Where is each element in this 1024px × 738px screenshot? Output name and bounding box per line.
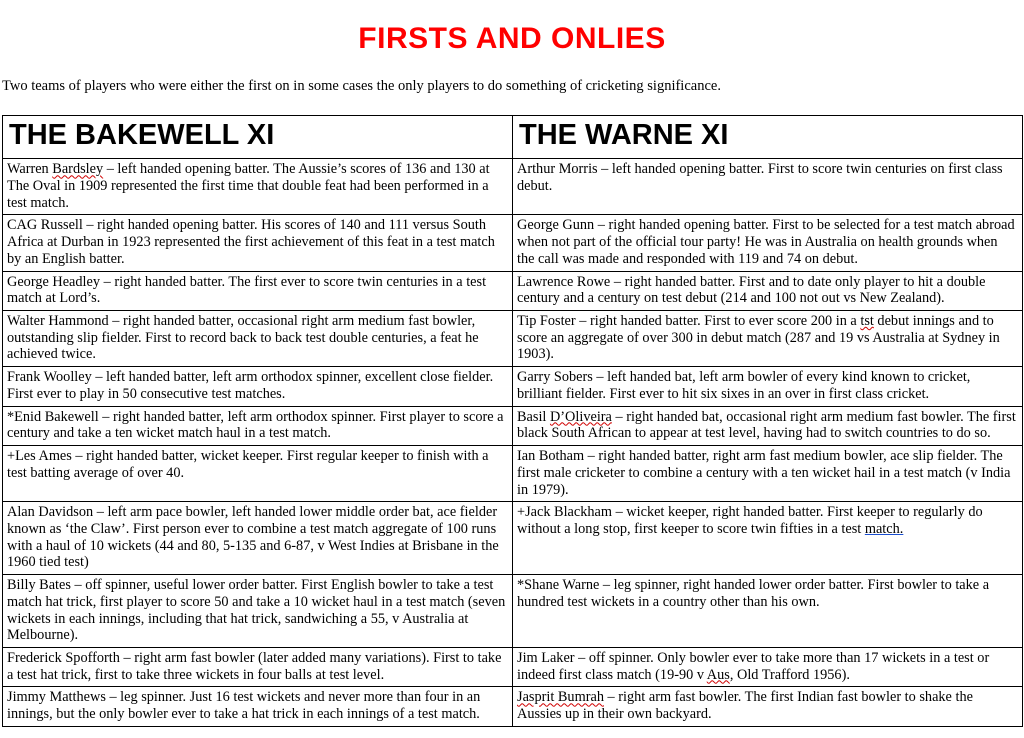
table-row [3, 647, 1023, 686]
player-cell-bakewell-5: Frank Woolley – left handed batter, left arm orthodox spinner, excellent close fielder. First ever to play in 50 consecutive test matches. [3, 367, 513, 406]
column-header-bakewell-xi: THE BAKEWELL XI [3, 116, 513, 159]
player-cell-bakewell-4: Walter Hammond – right handed batter, occasional right arm medium fast bowler, outstanding slip fielder. First to record back to back test double centuries, a feat he achieved twice. [3, 311, 513, 367]
table-row [3, 406, 1023, 445]
player-cell-bakewell-3: George Headley – right handed batter. The first ever to score twin centuries in a test match at Lord’s. [3, 271, 513, 310]
player-cell-warne-11: Jasprit Bumrah – right arm fast bowler. The first Indian fast bowler to shake the Aussies up in their own backyard. [513, 687, 1023, 726]
table-row [3, 271, 1023, 310]
player-cell-warne-7: Ian Botham – right handed batter, right arm fast medium bowler, ace slip fielder. The first male cricketer to combine a century with a ten wicket hail in a test match (v India in 1979). [513, 446, 1023, 502]
player-cell-warne-5: Garry Sobers – left handed bat, left arm bowler of every kind known to cricket, brilliant fielder. First ever to hit six sixes in an over in first class cricket. [513, 367, 1023, 406]
table-row [3, 687, 1023, 726]
table-row [3, 367, 1023, 406]
player-cell-bakewell-8: Alan Davidson – left arm pace bowler, left handed lower middle order bat, ace fielder known as ‘the Claw’. First person ever to combine a test match aggregate of 100 runs with a haul of 10 wickets (44 and 80, 5-135 and 6-87, v West Indies at Brisbane in the 1960 tied test) [3, 502, 513, 575]
player-cell-warne-3: Lawrence Rowe – right handed batter. First and to date only player to hit a double century and a century on test debut (214 and 100 not out vs New Zealand). [513, 271, 1023, 310]
firsts-and-onlies-table [2, 115, 1023, 726]
player-cell-warne-1: Arthur Morris – left handed opening batter. First to score twin centuries on first class debut. [513, 159, 1023, 215]
player-cell-bakewell-11: Jimmy Matthews – leg spinner. Just 16 test wickets and never more than four in an innings, but the only bowler ever to take a hat trick in each innings of a test match. [3, 687, 513, 726]
column-header-warne-xi: THE WARNE XI [513, 116, 1023, 159]
intro-paragraph: Two teams of players who were either the first on in some cases the only players to do something of cricketing significance. [2, 78, 721, 94]
player-cell-warne-8: +Jack Blackham – wicket keeper, right handed batter. First keeper to regularly do without a long stop, first keeper to score twin fifties in a test match. [513, 502, 1023, 575]
table-row [3, 311, 1023, 367]
page-title: FIRSTS AND ONLIES [358, 22, 666, 55]
player-cell-bakewell-1: Warren Bardsley – left handed opening batter. The Aussie’s scores of 136 and 130 at The Oval in 1909 represented the first time that double feat had been performed in a test match. [3, 159, 513, 215]
player-cell-bakewell-9: Billy Bates – off spinner, useful lower order batter. First English bowler to take a test match hat trick, first player to score 50 and take a 10 wicket haul in a test match (seven wickets in each innings, including that hat trick, sandwiching a 55, v Australia at Melbourne). [3, 575, 513, 648]
player-cell-bakewell-7: +Les Ames – right handed batter, wicket keeper. First regular keeper to finish with a test batting average of over 40. [3, 446, 513, 502]
table-header-row [3, 116, 1023, 159]
player-cell-warne-9: *Shane Warne – leg spinner, right handed lower order batter. First bowler to take a hundred test wickets in a country other than his own. [513, 575, 1023, 648]
player-cell-bakewell-10: Frederick Spofforth – right arm fast bowler (later added many variations). First to take a test hat trick, first to take three wickets in four balls at test level. [3, 647, 513, 686]
player-cell-warne-2: George Gunn – right handed opening batter. First to be selected for a test match abroad when not part of the official tour party! He was in Australia on health grounds when the call was made and responded with 119 and 74 on debut. [513, 215, 1023, 271]
player-cell-warne-10: Jim Laker – off spinner. Only bowler ever to take more than 17 wickets in a test or indeed first class match (19-90 v Aus, Old Trafford 1956). [513, 647, 1023, 686]
document-page [0, 22, 1024, 738]
player-cell-bakewell-2: CAG Russell – right handed opening batter. His scores of 140 and 111 versus South Africa at Durban in 1923 represented the first achievement of this feat in a test match by an English batter. [3, 215, 513, 271]
player-cell-warne-6: Basil D’Oliveira – right handed bat, occasional right arm medium fast bowler. The first black South African to appear at test level, having had to switch countries to do so. [513, 406, 1023, 445]
player-cell-warne-4: Tip Foster – right handed batter. First to ever score 200 in a tst debut innings and to score an aggregate of over 300 in debut match (287 and 19 vs Australia at Sydney in 1903). [513, 311, 1023, 367]
table-row [3, 502, 1023, 575]
table-row [3, 215, 1023, 271]
player-cell-bakewell-6: *Enid Bakewell – right handed batter, left arm orthodox spinner. First player to score a century and take a ten wicket match haul in a test match. [3, 406, 513, 445]
table-row [3, 446, 1023, 502]
table-row [3, 159, 1023, 215]
table-row [3, 575, 1023, 648]
